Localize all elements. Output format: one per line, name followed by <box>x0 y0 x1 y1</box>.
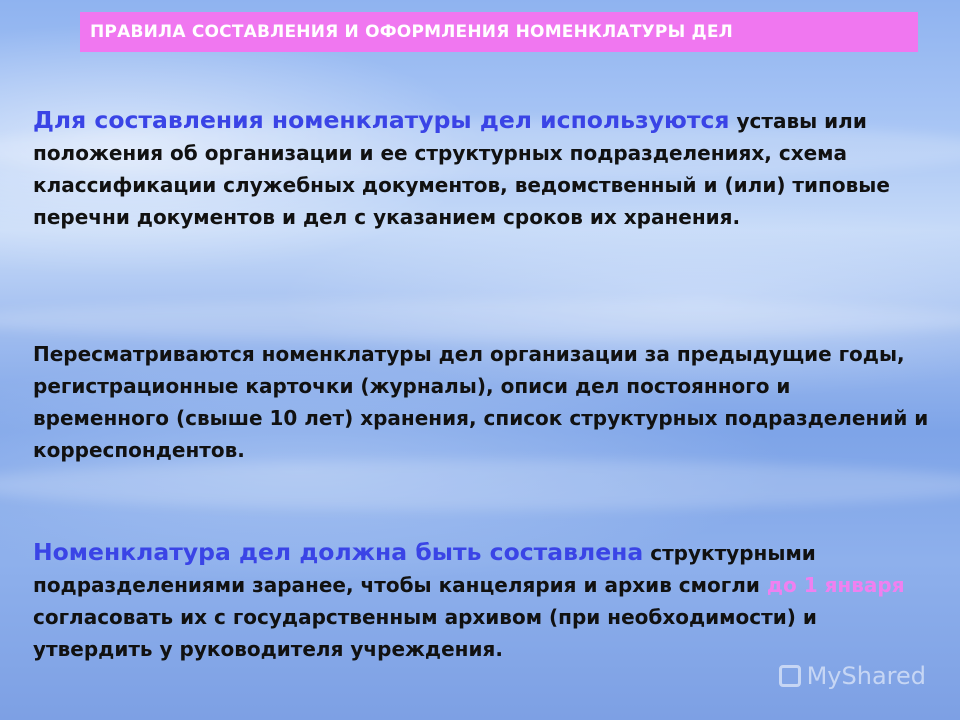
paragraph-sources-lead: Для составления номенклатуры дел используются <box>33 106 730 134</box>
background-streak <box>0 300 960 340</box>
paragraph-sources-body: уставы или положения об организации и ее структурных подразделениях, схема классификации служебных документов, ведомственный и (или) типовые перечни документов и дел с указанием сроков их хранения. <box>33 109 890 229</box>
paragraph-deadline-lead: Номенклатура дел должна быть составлена <box>33 538 644 566</box>
paragraph-review-body: Пересматриваются номенклатуры дел организации за предыдущие годы, регистрационные карточки (журналы), описи дел постоянного и временного (свыше 10 лет) хранения, список структурных подразделений и корреспондентов. <box>33 342 929 462</box>
watermark <box>779 662 926 690</box>
deadline-highlight: до 1 января <box>766 573 905 597</box>
paragraph-review <box>33 338 933 466</box>
paragraph-deadline <box>33 536 933 665</box>
watermark-text: MyShared <box>806 662 926 690</box>
background-streak <box>0 460 960 510</box>
paragraph-deadline-body-start: структурными подразделениями заранее, чтобы канцелярия и архив смогли <box>33 541 816 597</box>
slide-title-banner <box>80 12 918 52</box>
slide-title: ПРАВИЛА СОСТАВЛЕНИЯ И ОФОРМЛЕНИЯ НОМЕНКЛАТУРЫ ДЕЛ <box>90 22 733 42</box>
paragraph-sources <box>33 104 933 233</box>
paragraph-deadline-body-end: согласовать их с государственным архивом (при необходимости) и утвердить у руководителя учреждения. <box>33 605 817 661</box>
presentation-icon <box>779 665 801 687</box>
